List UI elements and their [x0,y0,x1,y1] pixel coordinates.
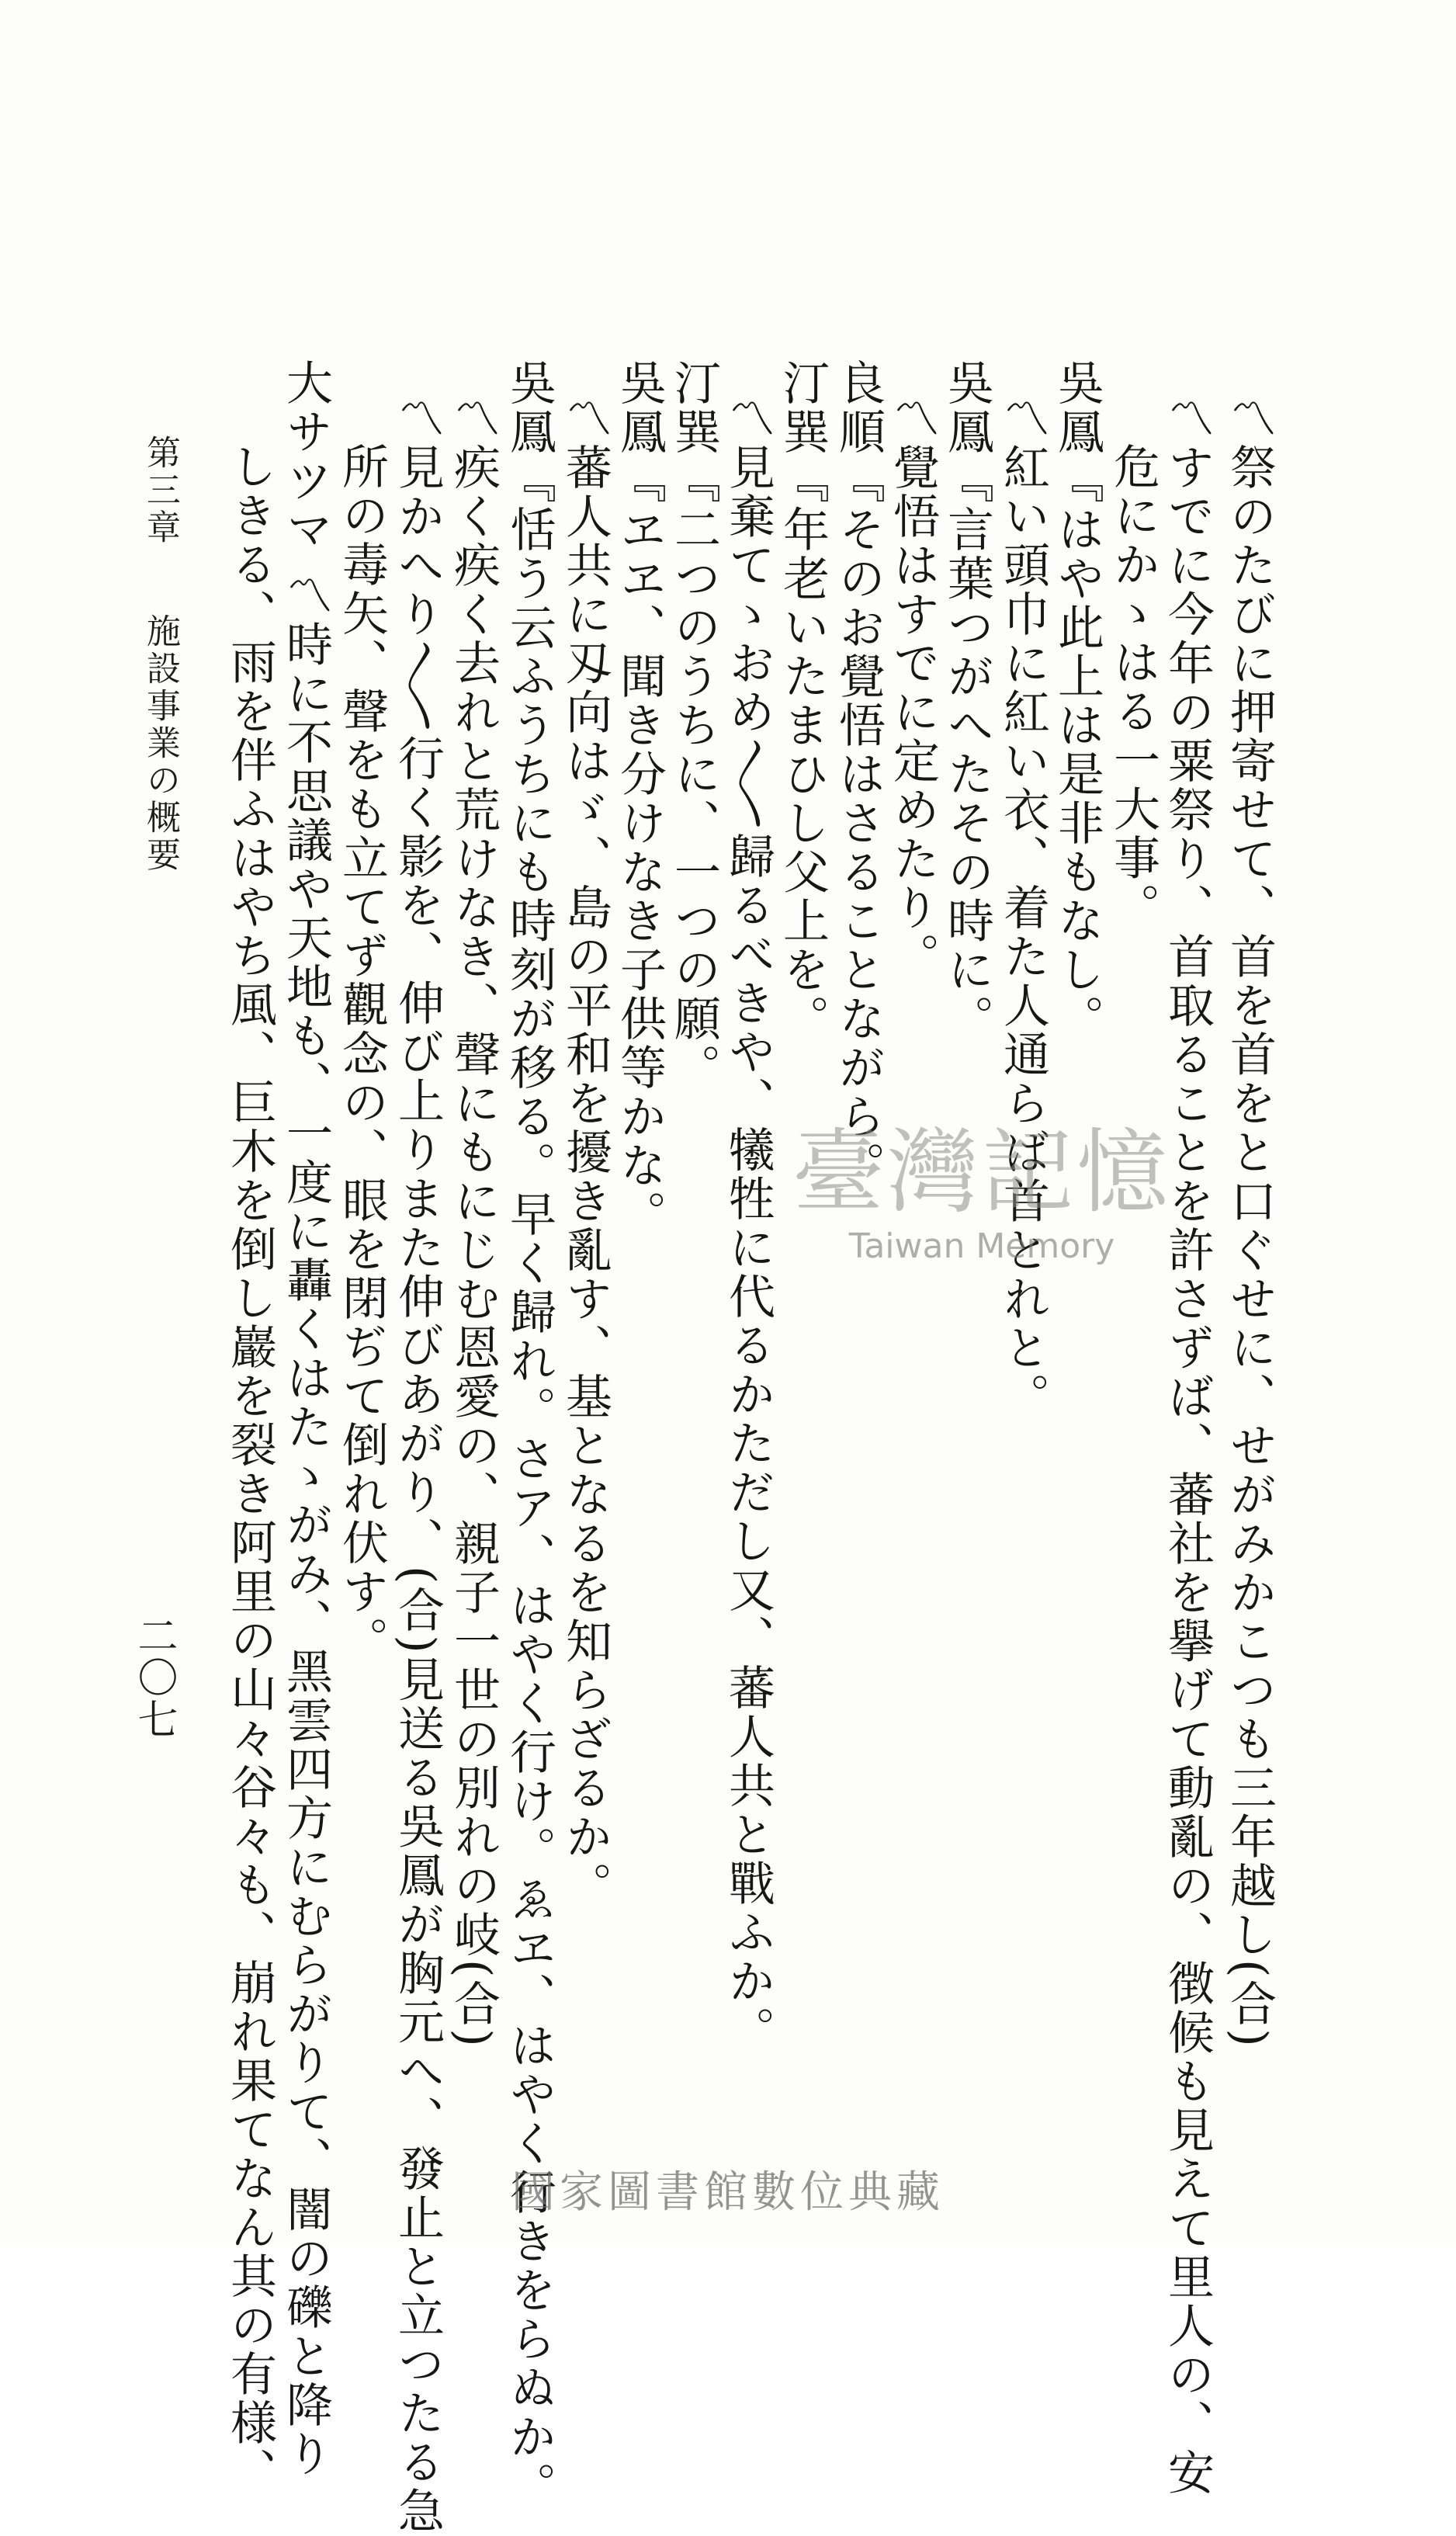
text-line-5: 〽紅い頭巾に紅い衣、着た人通らば首とれと。 [996,394,1050,1421]
section-title: 施設事業の概要 [140,613,180,874]
text-line-6: 吳鳳『言葉つがへたその時に。 [940,359,994,1043]
text-line-4: 吳鳳『はや此上は是非もなし。 [1050,359,1104,1043]
watermark [764,1118,1199,1289]
text-line-11: 汀巽『二つのうちに、一つの願。 [667,359,721,1092]
text-line-9: 汀巽『年老いたまひし父上を。 [775,359,830,1043]
text-line-3: 危にかゝはる一大事。 [1106,442,1160,931]
watermark-english: Taiwan Memory [848,1226,1115,1266]
text-line-16: 〽見かへり〳〵行く影を、伸び上りまた伸びあがり、(合)見送る吳鳳が胸元へ、發止と立つたる急 [390,394,445,2536]
text-line-18: 大サツマ 〽時に不思議や天地も、一度に轟くはたゝがみ、黑雲四方にむらがりて、闇の礫と降り [279,359,333,2479]
watermark-chinese: 臺灣記憶 [792,1119,1171,1226]
text-line-15: 〽疾く疾く去れと荒けなき、聲にもにじむ恩愛の、親子一世の別れの岐(合) [446,394,501,2049]
text-line-12: 吳鳳『ヱヱ、聞き分けなき子供等かな。 [612,359,667,1239]
text-line-1: 〽祭のたびに押寄せて、首を首をと口ぐせに、せがみかこつも三年越し(合) [1222,394,1277,2049]
text-line-14: 吳鳳『恬う云ふうちにも時刻が移る。早く歸れ。さア、はやく行け。ゑヱ、はやく行きをらぬか。 [502,359,556,2510]
text-line-7: 〽覺悟はすでに定めたり。 [886,394,940,981]
text-line-13: 〽蕃人共に刄向はゞ、島の平和を擾き亂す、基となるを知らざるか。 [558,394,612,1910]
text-line-10: 〽見棄てゝおめ〳〵歸るべきや、犧牲に代るかただし又、蕃人共と戰ふか。 [721,394,775,2055]
text-line-8: 良順『そのお覺悟はさることながら。 [831,359,886,1190]
library-stamp: 國家圖書館數位典藏 [511,2167,945,2218]
text-line-17: 所の毒矢、聲をも立てず觀念の、眼を閉ぢて倒れ伏す。 [335,442,389,1665]
text-line-19: しきる、雨を伴ふはやち風、巨木を倒し巖を裂き阿里の山々谷々も、崩れ果てなん其の有様、 [223,442,277,2496]
page-number: 二〇七 [130,1615,177,1740]
text-line-2: 〽すでに今年の粟祭り、首取ることを許さずば、蕃社を擧げて動亂の、徴候も見えて里人の、安 [1160,394,1215,2497]
chapter-label: 第三章 [140,435,180,546]
